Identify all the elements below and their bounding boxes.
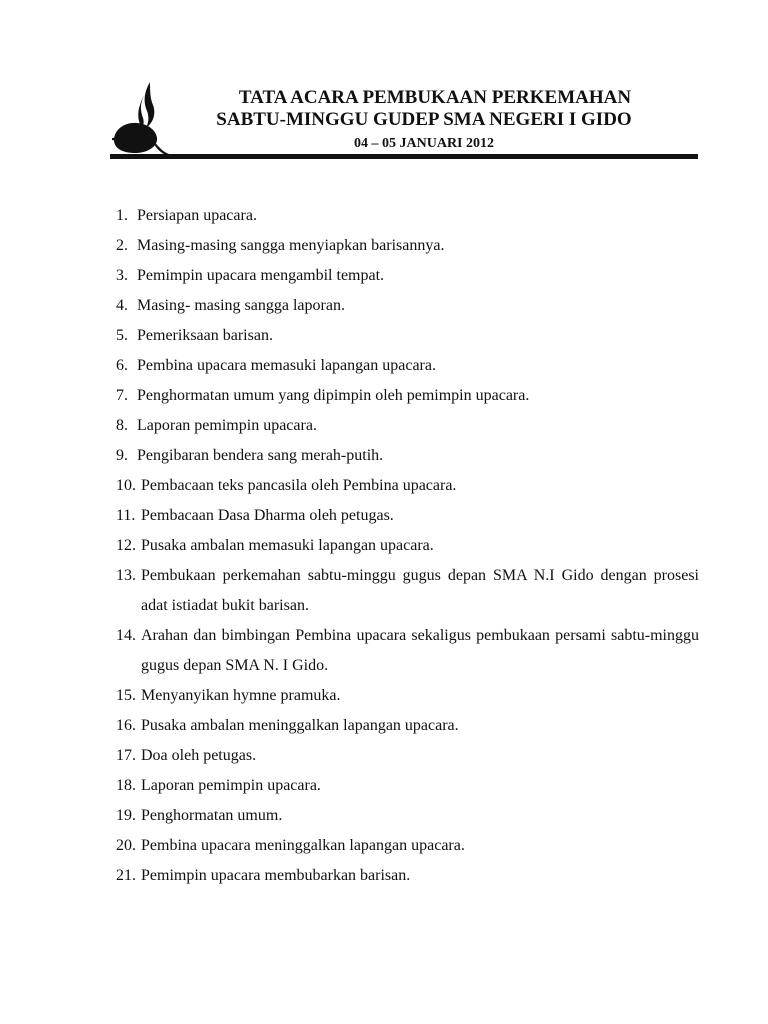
list-item-text: Arahan dan bimbingan Pembina upacara sekaligus pembukaan persami sabtu-minggu gugus depan SMA N. I Gido.	[141, 627, 699, 674]
list-item-number: 20.	[116, 837, 136, 854]
list-item-number: 21.	[116, 867, 136, 884]
list-item-text: Pembacaan teks pancasila oleh Pembina upacara.	[141, 477, 457, 494]
list-item-text: Penghormatan umum yang dipimpin oleh pemimpin upacara.	[137, 387, 530, 404]
list-item-text: Persiapan upacara.	[137, 207, 257, 224]
list-item	[116, 801, 699, 831]
list-item-number: 19.	[116, 807, 136, 824]
list-item	[116, 501, 699, 531]
list-item	[116, 471, 699, 501]
list-item	[116, 561, 699, 621]
list-item-number: 7.	[116, 387, 128, 404]
list-item-text: Pembina upacara meninggalkan lapangan upacara.	[141, 837, 465, 854]
list-item-text: Pengibaran bendera sang merah-putih.	[137, 447, 384, 464]
list-item-number: 18.	[116, 777, 136, 794]
list-item	[116, 321, 699, 351]
list-item-number: 3.	[116, 267, 128, 284]
list-item	[116, 771, 699, 801]
document-date: 04 – 05 JANUARI 2012	[354, 136, 494, 151]
list-item-number: 1.	[116, 207, 128, 224]
list-item	[116, 861, 699, 891]
list-item	[116, 531, 699, 561]
list-item-text: Pemimpin upacara mengambil tempat.	[137, 267, 385, 284]
list-item	[116, 351, 699, 381]
list-item	[116, 711, 699, 741]
list-item	[116, 411, 699, 441]
list-item-number: 16.	[116, 717, 136, 734]
list-item-text: Masing- masing sangga laporan.	[137, 297, 345, 314]
list-item-number: 15.	[116, 687, 136, 704]
list-item-text: Masing-masing sangga menyiapkan barisannya.	[137, 237, 445, 254]
list-item-text: Doa oleh petugas.	[141, 747, 257, 764]
list-item	[116, 381, 699, 411]
list-item-number: 10.	[116, 477, 136, 494]
list-item-text: Pembina upacara memasuki lapangan upacara.	[137, 357, 436, 374]
list-item	[116, 441, 699, 471]
list-item-number: 8.	[116, 417, 128, 434]
list-item-text: Pemeriksaan barisan.	[137, 327, 273, 344]
list-item-text: Menyanyikan hymne pramuka.	[141, 687, 341, 704]
list-item-number: 14.	[116, 627, 136, 644]
list-item-number: 11.	[116, 507, 136, 524]
list-item-text: Pemimpin upacara membubarkan barisan.	[141, 867, 411, 884]
list-item-text: Pusaka ambalan meninggalkan lapangan upacara.	[141, 717, 459, 734]
list-item	[116, 291, 699, 321]
document-title-line1: TATA ACARA PEMBUKAAN PERKEMAHAN	[238, 87, 632, 108]
list-item-number: 17.	[116, 747, 136, 764]
list-item	[116, 261, 699, 291]
list-item-number: 13.	[116, 567, 136, 584]
list-item-text: Pusaka ambalan memasuki lapangan upacara.	[141, 537, 434, 554]
list-item	[116, 201, 699, 231]
list-item-text: Pembacaan Dasa Dharma oleh petugas.	[141, 507, 394, 524]
list-item-number: 4.	[116, 297, 128, 314]
list-item	[116, 231, 699, 261]
document-header	[110, 78, 698, 160]
agenda-list	[116, 201, 699, 891]
list-item	[116, 681, 699, 711]
list-item	[116, 621, 699, 681]
list-item-text: Laporan pemimpin upacara.	[141, 777, 321, 794]
list-item-text: Laporan pemimpin upacara.	[137, 417, 317, 434]
list-item-text: Penghormatan umum.	[141, 807, 283, 824]
list-item-number: 9.	[116, 447, 128, 464]
list-item-number: 2.	[116, 237, 128, 254]
list-item-number: 12.	[116, 537, 136, 554]
header-divider	[110, 154, 698, 159]
list-item-number: 5.	[116, 327, 128, 344]
list-item	[116, 741, 699, 771]
list-item-text: Pembukaan perkemahan sabtu-minggu gugus depan SMA N.I Gido dengan prosesi adat istiadat bukit barisan.	[141, 567, 699, 614]
document-title-line2: SABTU-MINGGU GUDEP SMA NEGERI I GIDO	[216, 109, 632, 130]
list-item-number: 6.	[116, 357, 128, 374]
list-item	[116, 831, 699, 861]
